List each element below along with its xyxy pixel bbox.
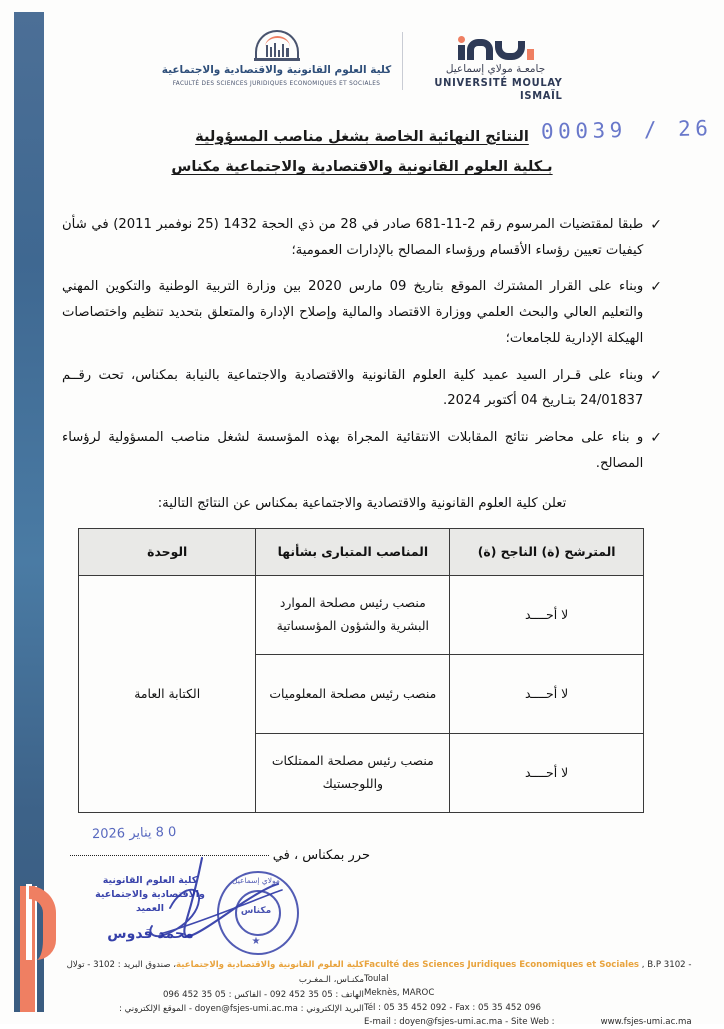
stamp-top-text: مولاي إسماعيل [232,876,280,885]
clause-text: وبناء على قـرار السيد عميد كلية العلوم القانونية والاقتصادية والاجتماعية بالنيابة بمكناس، تحت رقــم 24/01837 بتـاريخ 04 أكتوبر 2024. [62,367,644,409]
footer-ar-faculty: كلية العلوم القانونية والاقتصادية والاجتماعية [176,960,364,970]
clause-item [62,212,662,263]
check-icon: ✓ [650,217,662,233]
results-table-wrapper [78,528,644,813]
clause-item [62,425,662,476]
column-header-post: المناصب المتبارى بشأنها [256,529,450,576]
cell-candidate: لا أحــــد [450,655,644,734]
arch-books-icon [255,30,299,60]
footer-fr-email: E-mail : doyen@fsjes-umi.ac.ma - Site Web : [363,1016,555,1027]
document-body [62,212,662,516]
document-title [0,122,724,183]
date-stamp: 0 8 يناير 2026 [91,824,177,843]
title-line-1: النتائج النهائية الخاصة بشغل مناصب المسؤولية [195,129,529,145]
cell-post: منصب رئيس مصلحة المعلوميات [256,655,450,734]
check-icon: ✓ [650,279,662,296]
faculty-name-fr: FACULTÉ DES SCIENCES JURIDIQUES ECONOMIQUES ET SOCIALES [172,78,381,87]
faculty-name-ar: كلية العلوم القانونية والاقتصادية والاجتماعية [161,64,392,76]
footer-ar-phone: الهاتف : 05 35 452 092 - الفاكس : 05 35 452 096 [162,989,364,1000]
university-name-fr: UNIVERSITÉ MOULAY ISMAÏL [434,76,563,103]
clause-item [62,274,662,351]
university-logo [413,30,563,102]
footer-ar-address: ، صندوق البريد : 3102 - تولال [66,960,177,970]
footer-fr-website[interactable]: www.fsjes-umi.ac.ma [600,1016,692,1027]
university-name-ar: جامعـة مولاي إسماعيل [445,63,546,75]
cell-candidate: لا أحــــد [450,576,644,655]
cell-candidate: لا أحــــد [450,734,644,813]
document-header [0,30,724,108]
stamp-center-text: مكناس [240,906,272,916]
table-row [79,576,644,655]
footer-ar-email: البريد الإلكتروني : doyen@fsjes-umi.ac.ma - الموقع الإلكتروني : [119,1004,364,1015]
document-footer [52,958,710,1027]
results-table [78,528,644,813]
signatory-name: محمد قدوس [107,926,194,942]
table-header-row [79,529,644,576]
footer-fr-city: Meknès, MAROC [363,988,435,999]
check-icon: ✓ [650,430,662,447]
check-icon: ✓ [650,367,662,384]
authority-line-3: العميد [136,902,164,914]
footer-french [364,958,710,1029]
authority-line-2: والاقتصادية والاجتماعية [95,888,205,900]
footer-arabic [52,958,364,1017]
cell-unit: الكتابة العامة [79,576,256,813]
column-header-candidate: المترشح (ة) الناجح (ة) [450,529,644,576]
faculty-logo [162,30,392,87]
stamp-star-icon: ★ [251,936,261,947]
footer-ar-city: مكنـاس، الـمغـرب [298,974,364,985]
footer-fr-faculty: Faculté des Sciences Juridiques Economiques et Sociales [363,960,640,970]
umi-logotype-icon [458,30,534,60]
cell-post: منصب رئيس مصلحة الموارد البشرية والشؤون المؤسساتية [256,576,450,655]
logo-divider [402,32,403,90]
cell-post: منصب رئيس مصلحة الممتلكات واللوجستيك [256,734,450,813]
clause-item [62,363,662,414]
clause-text: طبقا لمقتضيات المرسوم رقم 2-11-681 صادر في 28 من ذي الحجة 1432 (25 نوفمبر 2011) في شأن كيفيات تعيين رؤساء الأقسام ورؤساء المصالح بالإدارات العمومية؛ [62,217,644,258]
footer-fr-address: , B.P 3102 - Toulal [363,960,692,985]
signature-area [70,826,400,976]
place-label: حرر بمكناس ، في [272,848,370,863]
clause-text: و بناء على محاضر نتائج المقابلات الانتقائية المجراة بهذه المؤسسة لشغل مناصب المسؤولية لرؤساء المصالح. [62,430,644,471]
footer-fr-phone: Tél : 05 35 452 092 - Fax : 05 35 452 096 [363,1002,541,1013]
announcement-text: تعلن كلية العلوم القانونية والاقتصادية والاجتماعية بمكناس عن النتائج التالية: [157,495,567,511]
authority-line-1: كلية العلوم القانونية [102,875,198,886]
clause-text: وبناء على القرار المشترك الموقع بتاريخ 09 مارس 2020 بين وزارة التربية الوطنية والتكوين المهني والتعليم العالي والبحث العلمي ووزارة الاقتصاد والمالية وإصلاح الإدارة والمتعلق بتحديد تنظيم واختصاصات الهيكلة الإدارية للجامعات؛ [62,279,644,346]
column-header-unit: الوحدة [79,529,256,576]
title-line-2: بـكلية العلوم القانونية والاقتصادية والاجتماعية مكناس [171,159,553,176]
registration-stamp-number: 26 / 00039 [540,116,713,144]
